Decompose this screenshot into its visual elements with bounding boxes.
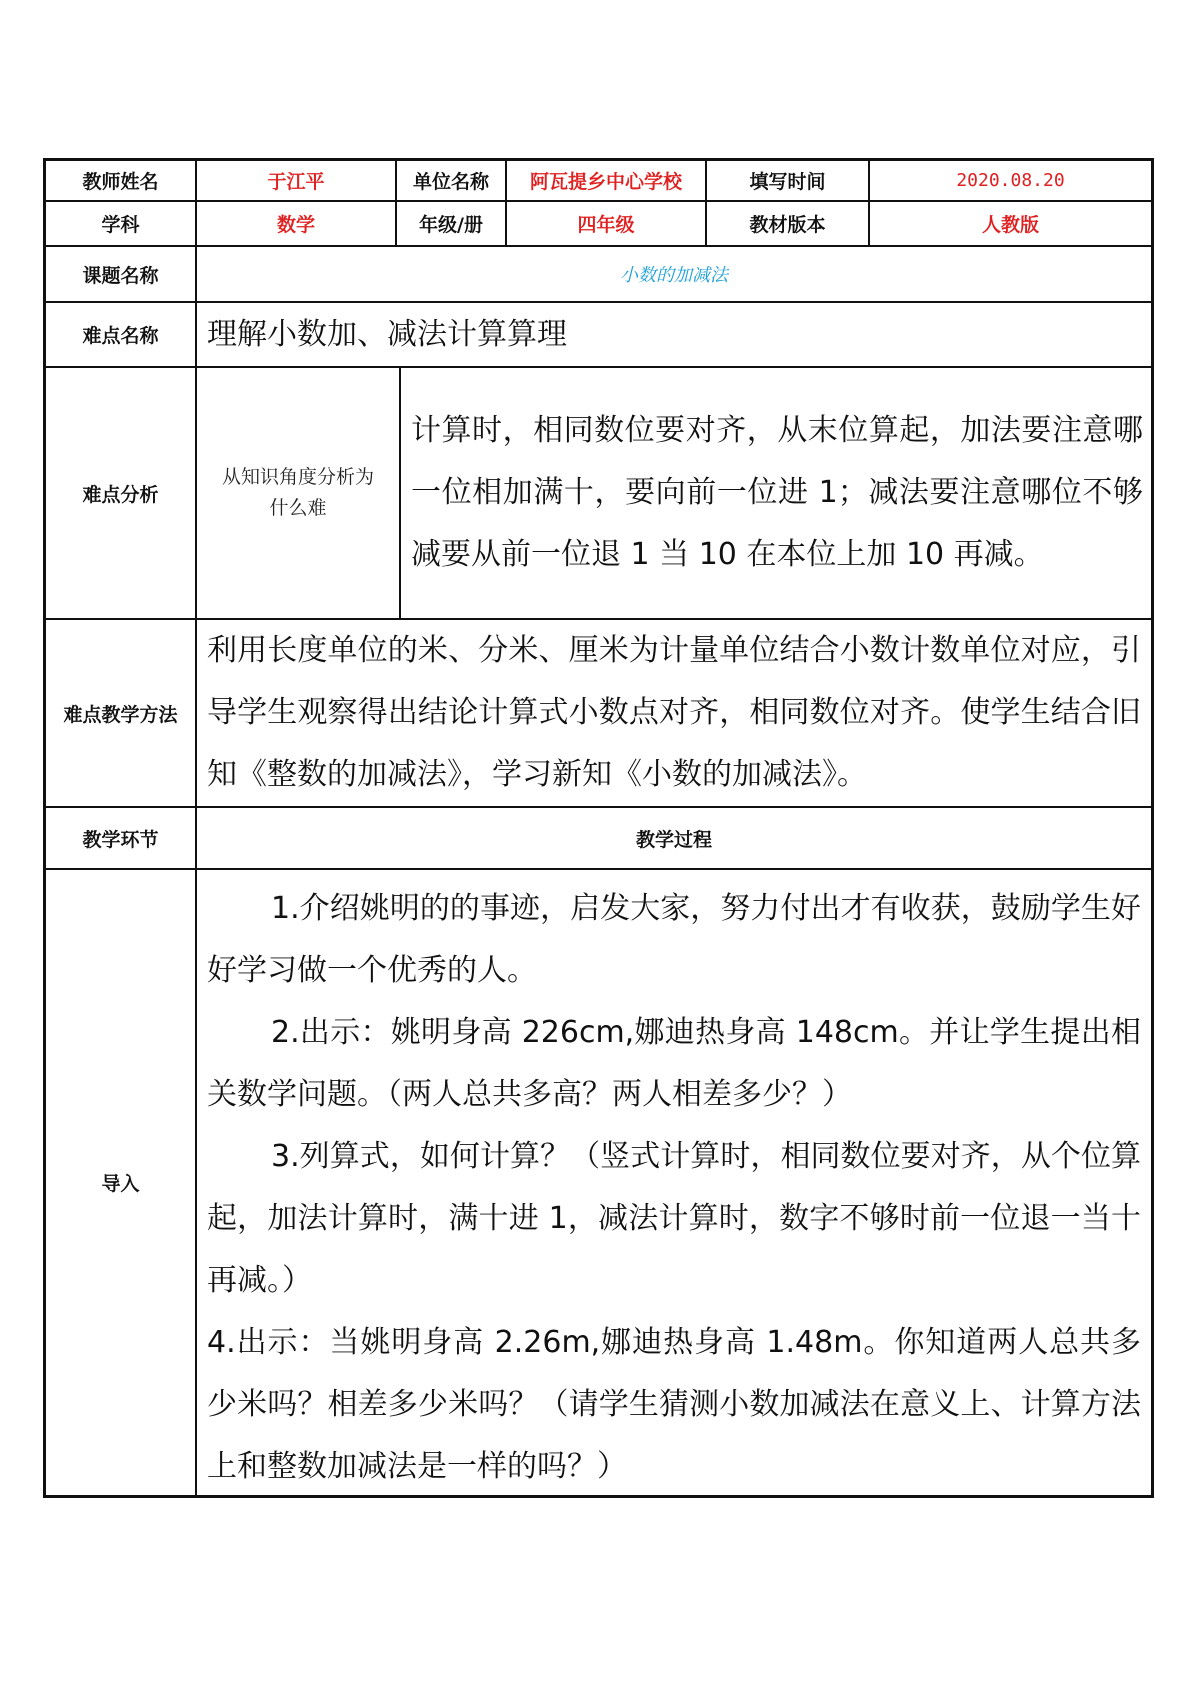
intro-paragraph-3: 3.列算式，如何计算？（竖式计算时，相同数位要对齐，从个位算起，加法计算时，满十进 1，减法计算时，数字不够时前一位退一当十再减。）: [207, 1139, 1141, 1298]
unit-label: 单位名称: [397, 161, 507, 200]
analysis-sub-label: 从知识角度分析为什么难: [197, 368, 401, 618]
stage-header: 教学环节: [46, 808, 197, 868]
topic-label: 课题名称: [46, 247, 197, 301]
process-header: 教学过程: [635, 828, 712, 851]
teacher-label: 教师姓名: [46, 161, 197, 200]
analysis-label: 难点分析: [46, 368, 197, 618]
method-row: [46, 620, 1151, 808]
subject-value: 数学: [197, 202, 397, 245]
grade-label: 年级/册: [397, 202, 507, 245]
intro-paragraph-1: 1.介绍姚明的的事迹，启发大家，努力付出才有收获，鼓励学生好好学习做一个优秀的人。: [207, 891, 1141, 988]
method-value: 利用长度单位的米、分米、厘米为计量单位结合小数计数单位对应，引导学生观察得出结论计算式小数点对齐，相同数位对齐。使学生结合旧知《整数的加减法》，学习新知《小数的加减法》。: [207, 633, 1141, 792]
lesson-plan-table: [43, 158, 1154, 1498]
intro-content: [197, 870, 1151, 1495]
unit-value: 阿瓦提乡中心学校: [507, 161, 707, 200]
subject-label: 学科: [46, 202, 197, 245]
topic-value: 小数的加减法: [620, 265, 728, 286]
intro-paragraph-4: 4.出示：当姚明身高 2.26m,娜迪热身高 1.48m。你知道两人总共多少米吗？相差多少米吗？（请学生猜测小数加减法在意义上、计算方法上和整数加减法是一样的吗？）: [207, 1325, 1141, 1484]
analysis-value: 计算时，相同数位要对齐，从末位算起，加法要注意哪一位相加满十，要向前一位进 1；减法要注意哪位不够减要从前一位退 1 当 10 在本位上加 10 再减。: [411, 413, 1143, 572]
edition-label: 教材版本: [707, 202, 870, 245]
topic-row: [46, 247, 1151, 303]
intro-row: [46, 870, 1151, 1495]
grade-value: 四年级: [507, 202, 707, 245]
teacher-value: 于江平: [197, 161, 397, 200]
difficulty-row: [46, 303, 1151, 368]
info-row-1: [46, 161, 1151, 202]
intro-label: 导入: [46, 870, 197, 1495]
info-row-2: [46, 202, 1151, 247]
method-label: 难点教学方法: [46, 620, 197, 806]
intro-paragraph-2: 2.出示：姚明身高 226cm,娜迪热身高 148cm。并让学生提出相关数学问题。（两人总共多高？两人相差多少？）: [207, 1015, 1141, 1112]
difficulty-value: 理解小数加、减法计算算理: [207, 316, 567, 352]
edition-value: 人教版: [981, 214, 1039, 236]
analysis-row: [46, 368, 1151, 620]
date-label: 填写时间: [707, 161, 870, 200]
process-header-row: [46, 808, 1151, 870]
date-value: 2020.08.20: [956, 170, 1065, 191]
difficulty-label: 难点名称: [46, 303, 197, 366]
